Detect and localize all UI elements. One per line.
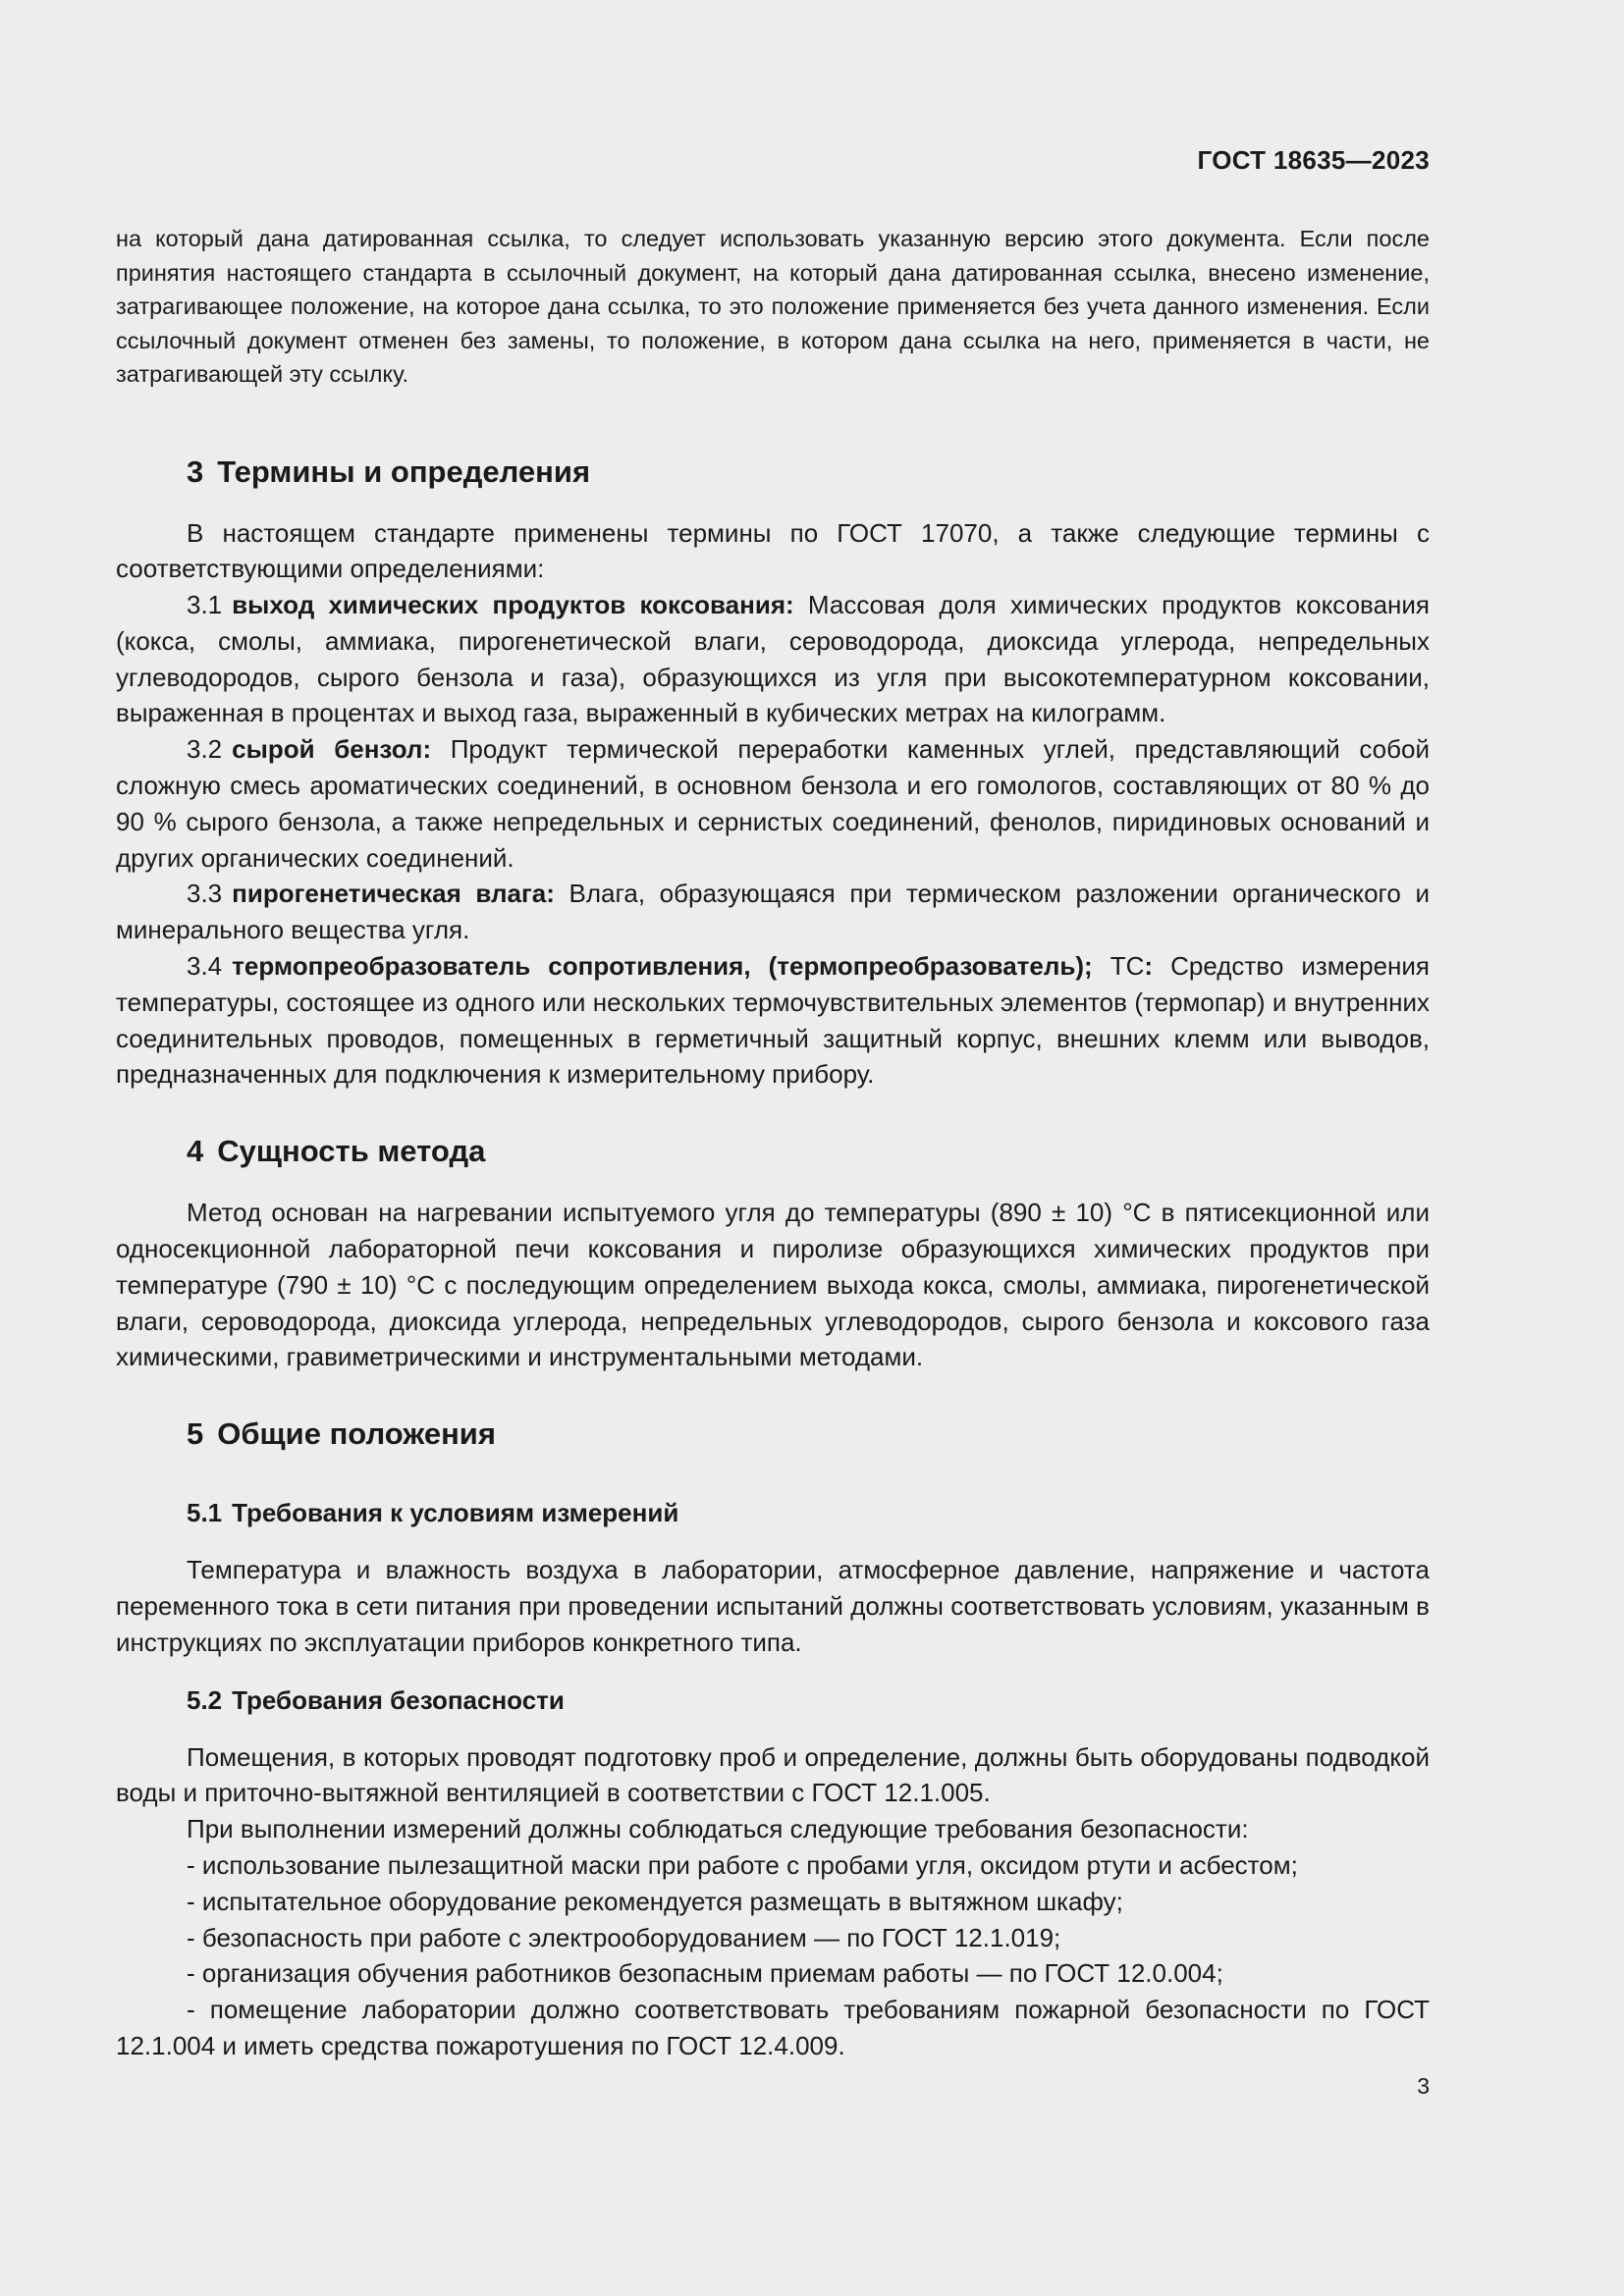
subsection-5-1-heading bbox=[116, 1495, 1430, 1530]
section-3-lead: В настоящем стандарте применены термины по ГОСТ 17070, а также следующие термины с соответствующими определениями: bbox=[116, 517, 1430, 584]
safety-list-item: - безопасность при работе с электрооборудованием — по ГОСТ 12.1.019; bbox=[187, 1922, 1061, 1952]
subsection-5-1-title: Требования к условиям измерений bbox=[232, 1498, 679, 1528]
term-3-4-definition: Средство измерения температуры, состоящее из одного или нескольких термочувствительных элементов (термопар) и внутренних соединительных проводов, помещенных в герметичный защитный корпус, внешних клемм или выводов, предназначенных для подключения к измерительному прибору. bbox=[116, 951, 1430, 1090]
term-3-4-number: 3.4 bbox=[187, 951, 223, 982]
term-3-4-term: термопреобразователь сопротивления, (термопреобразователь); bbox=[232, 951, 1093, 982]
term-3-4-abbreviation: ТС bbox=[1092, 951, 1145, 982]
term-3-3-term: пирогенетическая влага: bbox=[232, 879, 555, 909]
safety-list-item: - помещение лаборатории должно соответствовать требованиям пожарной безопасности по ГОСТ 12.1.004 и иметь средства пожаротушения по ГОСТ 12.4.009. bbox=[116, 1995, 1430, 2060]
section-3-heading bbox=[116, 453, 1430, 492]
term-3-3-number: 3.3 bbox=[187, 879, 223, 909]
term-3-1-term: выход химических продуктов коксования: bbox=[232, 590, 794, 620]
term-3-1-number: 3.1 bbox=[187, 590, 223, 620]
term-3-4-abbreviation-colon: : bbox=[1144, 951, 1154, 982]
term-3-2-definition: Продукт термической переработки каменных углей, представляющий собой сложную смесь ароматических соединений, в основном бензола и его гомологов, составляющих от 80 % до 90 % сырого бензола, а также непредельных и сернистых соединений, фенолов, пиридиновых оснований и других органических соединений. bbox=[116, 734, 1430, 873]
term-3-3-definition: Влага, образующаяся при термическом разложении органического и минерального вещества угля. bbox=[116, 879, 1430, 945]
section-5-number: 5 bbox=[187, 1416, 204, 1452]
document-page bbox=[116, 0, 1430, 2296]
section-4-heading bbox=[116, 1132, 1430, 1171]
section-4-title: Сущность метода bbox=[217, 1134, 486, 1169]
subsection-5-2-number: 5.2 bbox=[187, 1684, 223, 1715]
term-3-1 bbox=[116, 587, 1430, 731]
section-5-heading bbox=[116, 1415, 1430, 1454]
term-3-2-term: сырой бензол: bbox=[232, 734, 432, 765]
subsection-5-2-text-2: При выполнении измерений должны соблюдаться следующие требования безопасности: bbox=[187, 1814, 1249, 1844]
section-3-title: Термины и определения bbox=[217, 454, 591, 489]
subsection-5-1-number: 5.1 bbox=[187, 1498, 223, 1528]
subsection-5-2-text-1: Помещения, в которых проводят подготовку проб и определение, должны быть оборудованы подводкой воды и приточно-вытяжной вентиляцией в соответствии с ГОСТ 12.1.005. bbox=[116, 1741, 1430, 1808]
safety-list-item: - организация обучения работников безопасным приемам работы — по ГОСТ 12.0.004; bbox=[187, 1958, 1223, 1989]
safety-list-item: - использование пылезащитной маски при работе с пробами угля, оксидом ртути и асбестом; bbox=[187, 1850, 1298, 1881]
term-3-4 bbox=[116, 948, 1430, 1093]
term-3-3 bbox=[116, 876, 1430, 948]
intro-paragraph: на который дана датированная ссылка, то следует использовать указанную версию этого документа. Если после принятия настоящего стандарта в ссылочный документ, на который дана датированная ссылка, внесено изменение, затрагивающее положение, на которое дана ссылка, то это положение применяется без учета данного изменения. Если ссылочный документ отменен без замены, то положение, в котором дана ссылка на него, применяется в части, не затрагивающей эту ссылку. bbox=[116, 226, 1430, 387]
section-4-number: 4 bbox=[187, 1134, 204, 1169]
subsection-5-1-text: Температура и влажность воздуха в лаборатории, атмосферное давление, напряжение и частота переменного тока в сети питания при проведении испытаний должны соответствовать условиям, указанным в инструкциях по эксплуатации приборов конкретного типа. bbox=[116, 1555, 1430, 1657]
page-content bbox=[116, 222, 1430, 2064]
subsection-5-2-title: Требования безопасности bbox=[232, 1684, 565, 1715]
document-code-header: ГОСТ 18635—2023 bbox=[1197, 145, 1430, 175]
page-number: 3 bbox=[1417, 2073, 1430, 2099]
section-5-title: Общие положения bbox=[217, 1416, 496, 1452]
subsection-5-2-heading bbox=[116, 1682, 1430, 1718]
term-3-2 bbox=[116, 731, 1430, 876]
term-3-2-number: 3.2 bbox=[187, 734, 223, 765]
section-3-number: 3 bbox=[187, 454, 204, 489]
safety-list-item: - испытательное оборудование рекомендуется размещать в вытяжном шкафу; bbox=[187, 1886, 1123, 1916]
term-3-1-definition: Массовая доля химических продуктов коксования (кокса, смолы, аммиака, пирогенетической влаги, сероводорода, диоксида углерода, непредельных углеводородов, сырого бензола и газа), образующихся из угля при высокотемпературном коксовании, выраженная в процентах и выход газа, выраженный в кубических метрах на килограмм. bbox=[116, 590, 1430, 728]
section-4-text: Метод основан на нагревании испытуемого угля до температуры (890 ± 10) °С в пятисекционной или односекционной лабораторной печи коксования и пиролизе образующихся химических продуктов при температуре (790 ± 10) °С с последующим определением выхода кокса, смолы, аммиака, пирогенетической влаги, сероводорода, диоксида углерода, непредельных углеводородов, сырого бензола и коксового газа химическими, гравиметрическими и инструментальными методами. bbox=[116, 1198, 1430, 1372]
